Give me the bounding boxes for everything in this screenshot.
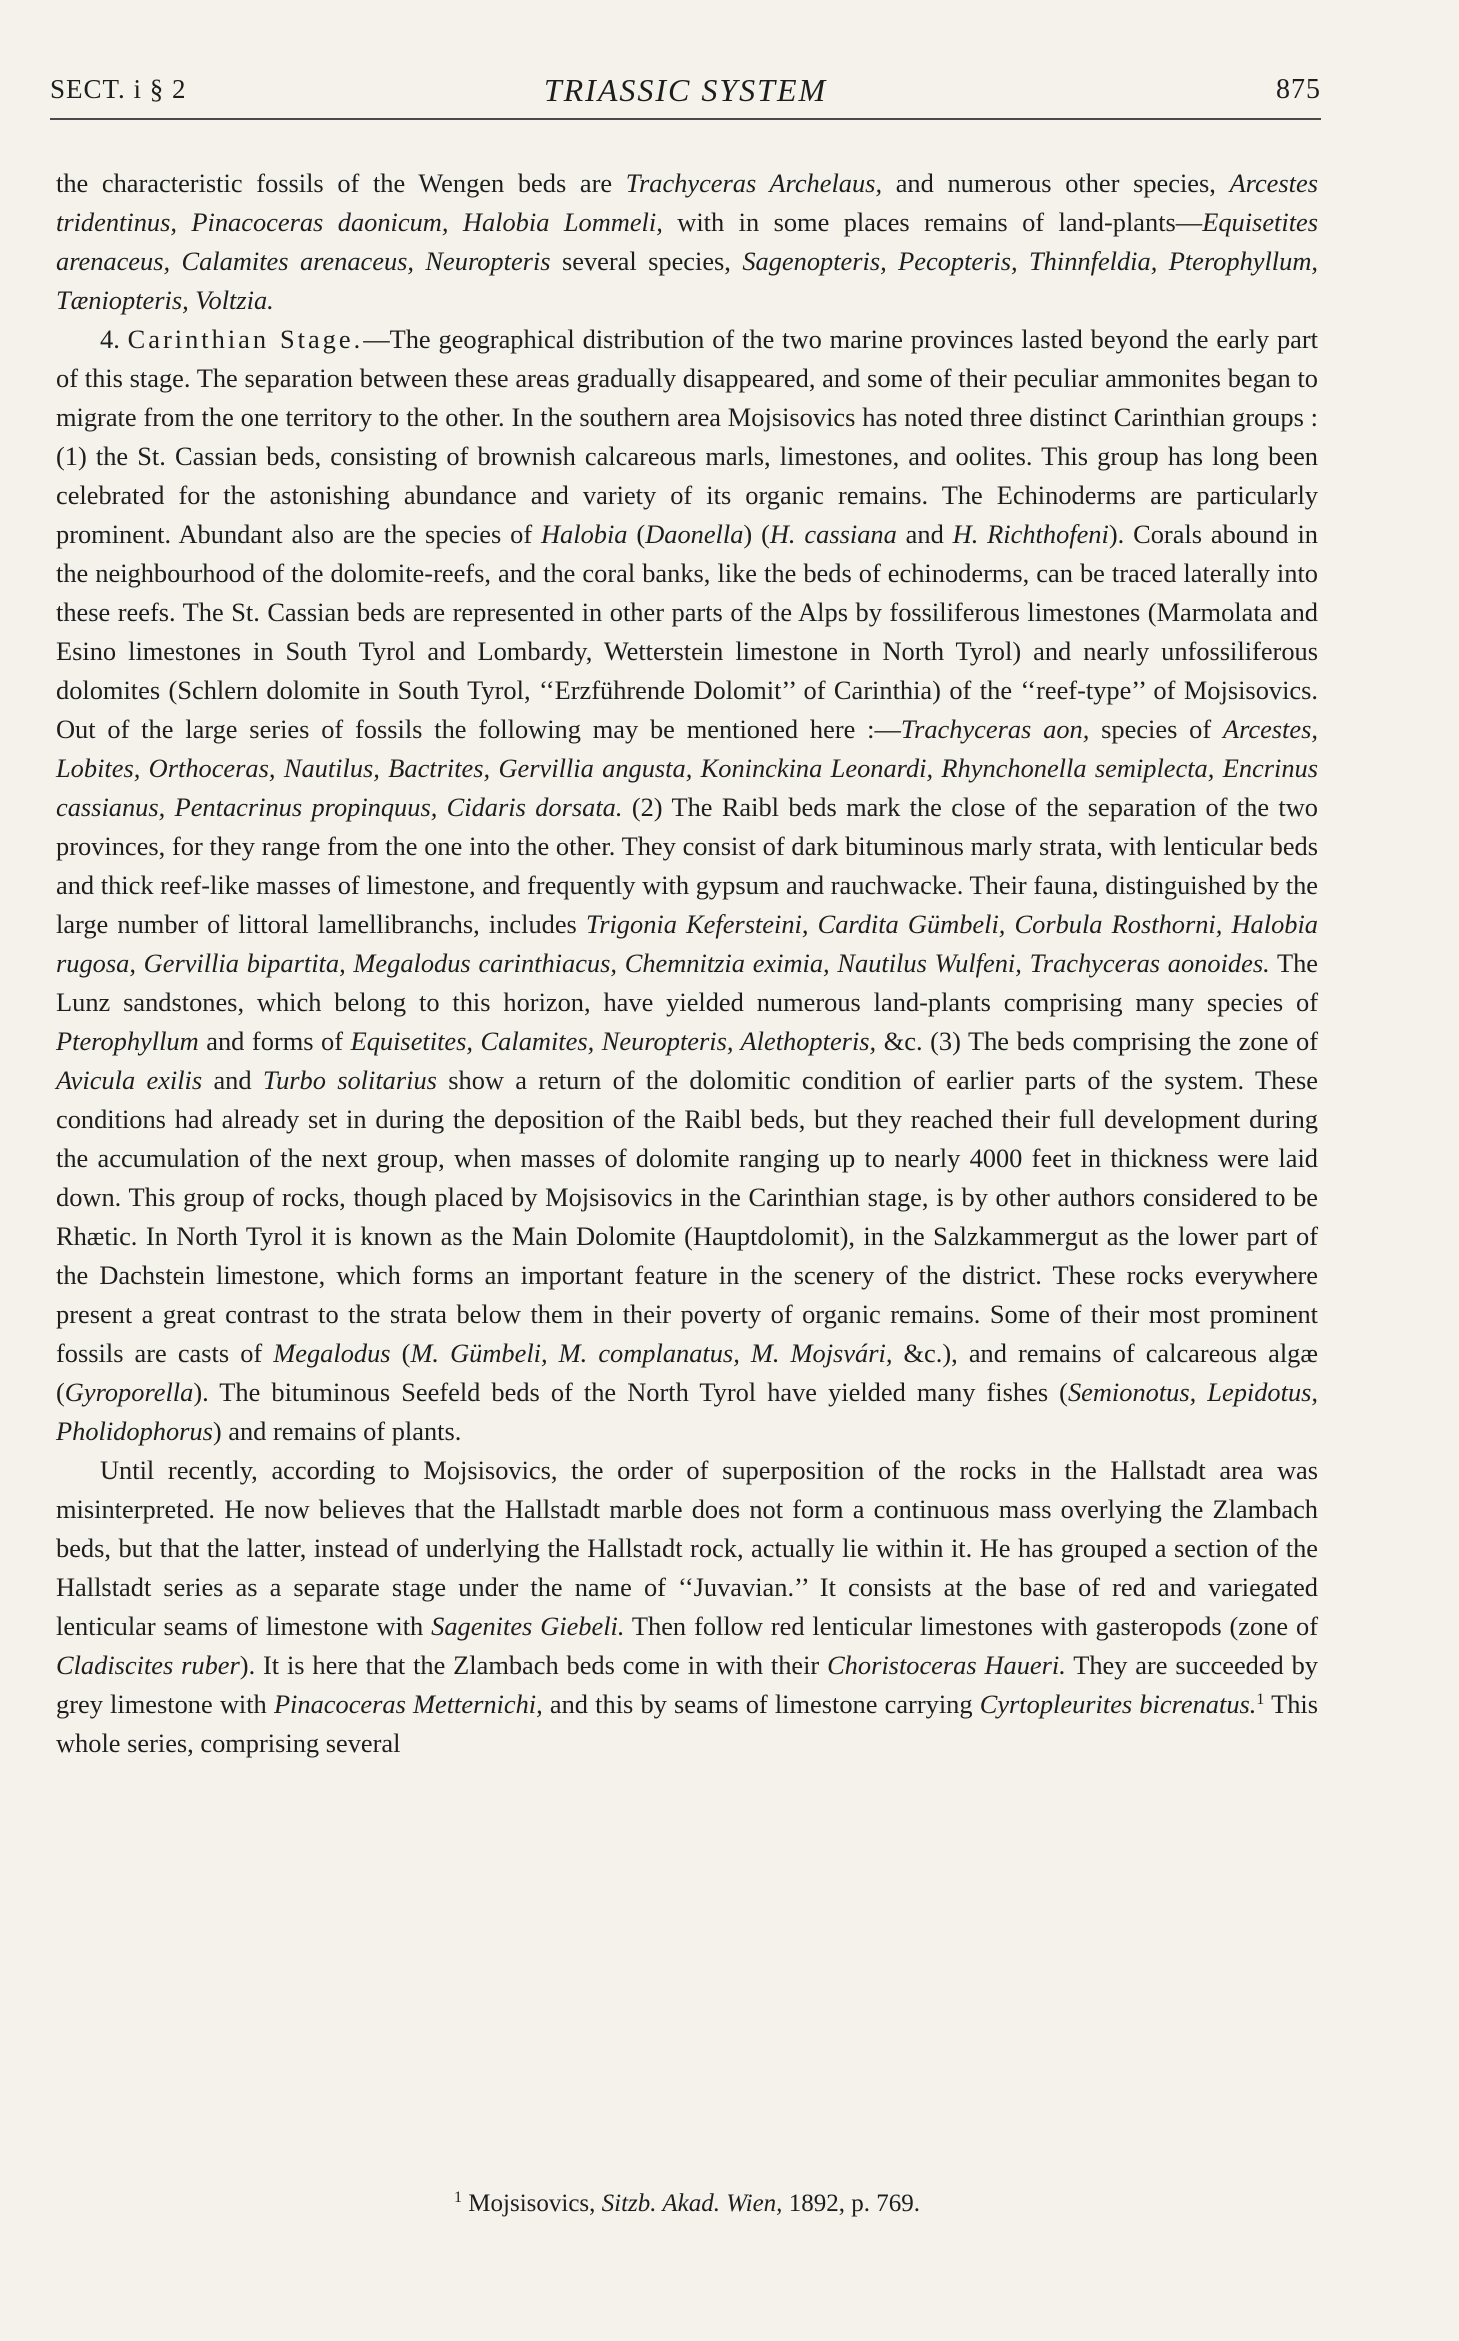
text-run: and forms of (198, 1026, 351, 1056)
text-run: and this by seams of limestone carrying (542, 1689, 980, 1719)
italic-text: Choristoceras Haueri. (827, 1650, 1066, 1680)
text-run: (2) The Raibl beds mark the close of the separation of the two provinces, for they range from the one into the other. They consist of dark bituminous marly strata, with lenticular beds and thick reef-like masses of limestone, and frequently with gypsum and rauchwacke. Their fauna, distinguished by the large number of littoral lamellibranchs, includes (56, 792, 1319, 939)
italic-text: Arcestes, Lobites, Orthoceras, Nautilus, Bactrites, Gervillia angusta, Koninckina Leonardi, Rhynchonella semiplecta, Encrinus cassianus, Pentacrinus propinquus, Cidaris dorsata. (56, 714, 1318, 822)
running-title: TRIASSIC SYSTEM (543, 72, 828, 108)
italic-text: Turbo solitarius (262, 1065, 437, 1095)
footnote (56, 2190, 1318, 2218)
italic-text: Sagenopteris, Pecopteris, Thinnfeldia, Pterophyllum, Tæniopteris, Voltzia. (56, 246, 1318, 315)
footnote-text (468, 2190, 920, 2217)
text-run: They are succeeded by grey limestone with (56, 1650, 1318, 1719)
italic-text: Sitzb. Akad. Wien, (601, 2190, 783, 2217)
italic-text: Semionotus, Lepidotus, Pholidophorus (56, 1377, 1319, 1446)
paragraph (56, 320, 1318, 1451)
text-run: ) and remains of plants. (212, 1416, 462, 1446)
italic-text: Avicula exilis (56, 1065, 203, 1095)
text-run: and (896, 519, 953, 549)
text-run: ). It is here that the Zlambach beds come in with their (239, 1650, 828, 1680)
text-run: ) ( (743, 519, 770, 549)
italic-text: Trachyceras Archelaus, (625, 168, 883, 198)
italic-text: Pinacoceras Metternichi, (273, 1689, 543, 1719)
footnote-marker: 1 (454, 2189, 463, 2206)
italic-text: Trigonia Kefersteini, Cardita Gümbeli, Corbula Rosthorni, Halobia rugosa, Gervillia bipartita, Megalodus carinthiacus, Chemnitzia eximia, Nautilus Wulfeni, Trachyceras aonoides. (56, 909, 1318, 978)
text-run: and (202, 1065, 263, 1095)
text-run: with in some places remains of land-plants— (662, 207, 1203, 237)
text-run: This whole series, comprising several (56, 1689, 1318, 1758)
italic-text: M. Gümbeli, M. complanatus, M. Mojsvári, (410, 1338, 893, 1368)
text-run: ( (390, 1338, 411, 1368)
text-run: and numerous other species, (882, 168, 1230, 198)
italic-text: Gyroporella (64, 1377, 194, 1407)
paragraph (56, 1451, 1318, 1763)
running-header (50, 68, 1321, 120)
text-run: The Lunz sandstones, which belong to this horizon, have yielded numerous land-plants comprising many species of (56, 948, 1318, 1017)
text-run: Until recently, according to Mojsisovics, the order of superposition of the rocks in the Hallstadt area was misinterpreted. He now believes that the Hallstadt marble does not form a continuous mass overlying the Zlambach beds, but that the latter, instead of underlying the Hallstadt rock, actually lie within it. He has grouped a section of the Hallstadt series as a separate stage under the name of ‘‘Juvavian.’’ It consists at the base of red and variegated lenticular seams of limestone with (56, 1455, 1318, 1641)
text-run: show a return of the dolomitic condition of earlier parts of the system. These conditions had already set in during the deposition of the Raibl beds, but they reached their full development during the accumulation of the next group, when masses of dolomite ranging up to nearly 4000 feet in thickness were laid down. This group of rocks, though placed by Mojsisovics in the Carinthian stage, is by other authors considered to be Rhætic. In North Tyrol it is known as the Main Dolomite (Hauptdolomit), in the Salzkammergut as the lower part of the Dachstein limestone, which forms an important feature in the scenery of the district. These rocks everywhere present a great contrast to the strata below them in their poverty of organic remains. Some of their most prominent fossils are casts of (56, 1065, 1318, 1368)
italic-text: Halobia (541, 519, 628, 549)
text-run: &c.), and remains of calcareous algæ ( (56, 1338, 1318, 1407)
italic-text: Sagenites Giebeli. (431, 1611, 625, 1641)
body-text (56, 164, 1318, 1763)
text-run: Carinthian Stage. (127, 324, 364, 354)
text-run: Then follow red lenticular limestones with gasteropods (zone of (624, 1611, 1319, 1641)
italic-text: Megalodus (273, 1338, 391, 1368)
italic-text: Arcestes tridentinus, Pinacoceras daonicum, Halobia Lommeli, (56, 168, 1318, 237)
text-run: 4. (100, 324, 128, 354)
italic-text: H. cassiana (769, 519, 897, 549)
text-run: &c. (3) The beds comprising the zone of (876, 1026, 1318, 1056)
text-run: several species, (550, 246, 743, 276)
page-number: 875 (1276, 74, 1321, 105)
italic-text: Pterophyllum (56, 1026, 199, 1056)
section-reference: SECT. i § 2 (50, 74, 187, 104)
text-run: 1892, p. 769. (782, 2190, 920, 2217)
italic-text: Daonella (645, 519, 744, 549)
italic-text: Cyrtopleurites bicrenatus. (979, 1689, 1257, 1719)
italic-text: Equisetites arenaceus, Calamites arenaceus, Neuropteris (56, 207, 1319, 276)
footnote-reference: 1 (1256, 1691, 1265, 1708)
italic-text: Equisetites, Calamites, Neuropteris, Alethopteris, (350, 1026, 877, 1056)
italic-text: Trachyceras aon, (900, 714, 1090, 744)
paragraph (56, 164, 1318, 320)
text-run: ). The bituminous Seefeld beds of the North Tyrol have yielded many fishes ( (193, 1377, 1068, 1407)
text-run: species of (1089, 714, 1223, 744)
text-run: Mojsisovics, (468, 2190, 602, 2217)
text-run: the characteristic fossils of the Wengen beds are (56, 168, 626, 198)
text-run: ( (627, 519, 646, 549)
italic-text: H. Richthofeni (952, 519, 1109, 549)
text-run: —The geographical distribution of the two marine provinces lasted beyond the early part of this stage. The separation between these areas gradually disappeared, and some of their peculiar ammonites began to migrate from the one territory to the other. In the southern area Mojsisovics has noted three distinct Carinthian groups : (1) the St. Cassian beds, consisting of brownish calcareous marls, limestones, and oolites. This group has long been celebrated for the astonishing abundance and variety of its organic remains. The Echinoderms are particularly prominent. Abundant also are the species of (56, 324, 1319, 549)
text-run: ). Corals abound in the neighbourhood of the dolomite-reefs, and the coral banks, like the beds of echinoderms, can be traced laterally into these reefs. The St. Cassian beds are represented in other parts of the Alps by fossiliferous limestones (Marmolata and Esino limestones in South Tyrol and Lombardy, Wetterstein limestone in North Tyrol) and nearly unfossiliferous dolomites (Schlern dolomite in South Tyrol, ‘‘Erzführende Dolomit’’ of Carinthia) of the ‘‘reef-type’’ of Mojsisovics. Out of the large series of fossils the following may be mentioned here :— (56, 519, 1318, 744)
italic-text: Cladiscites ruber (56, 1650, 240, 1680)
